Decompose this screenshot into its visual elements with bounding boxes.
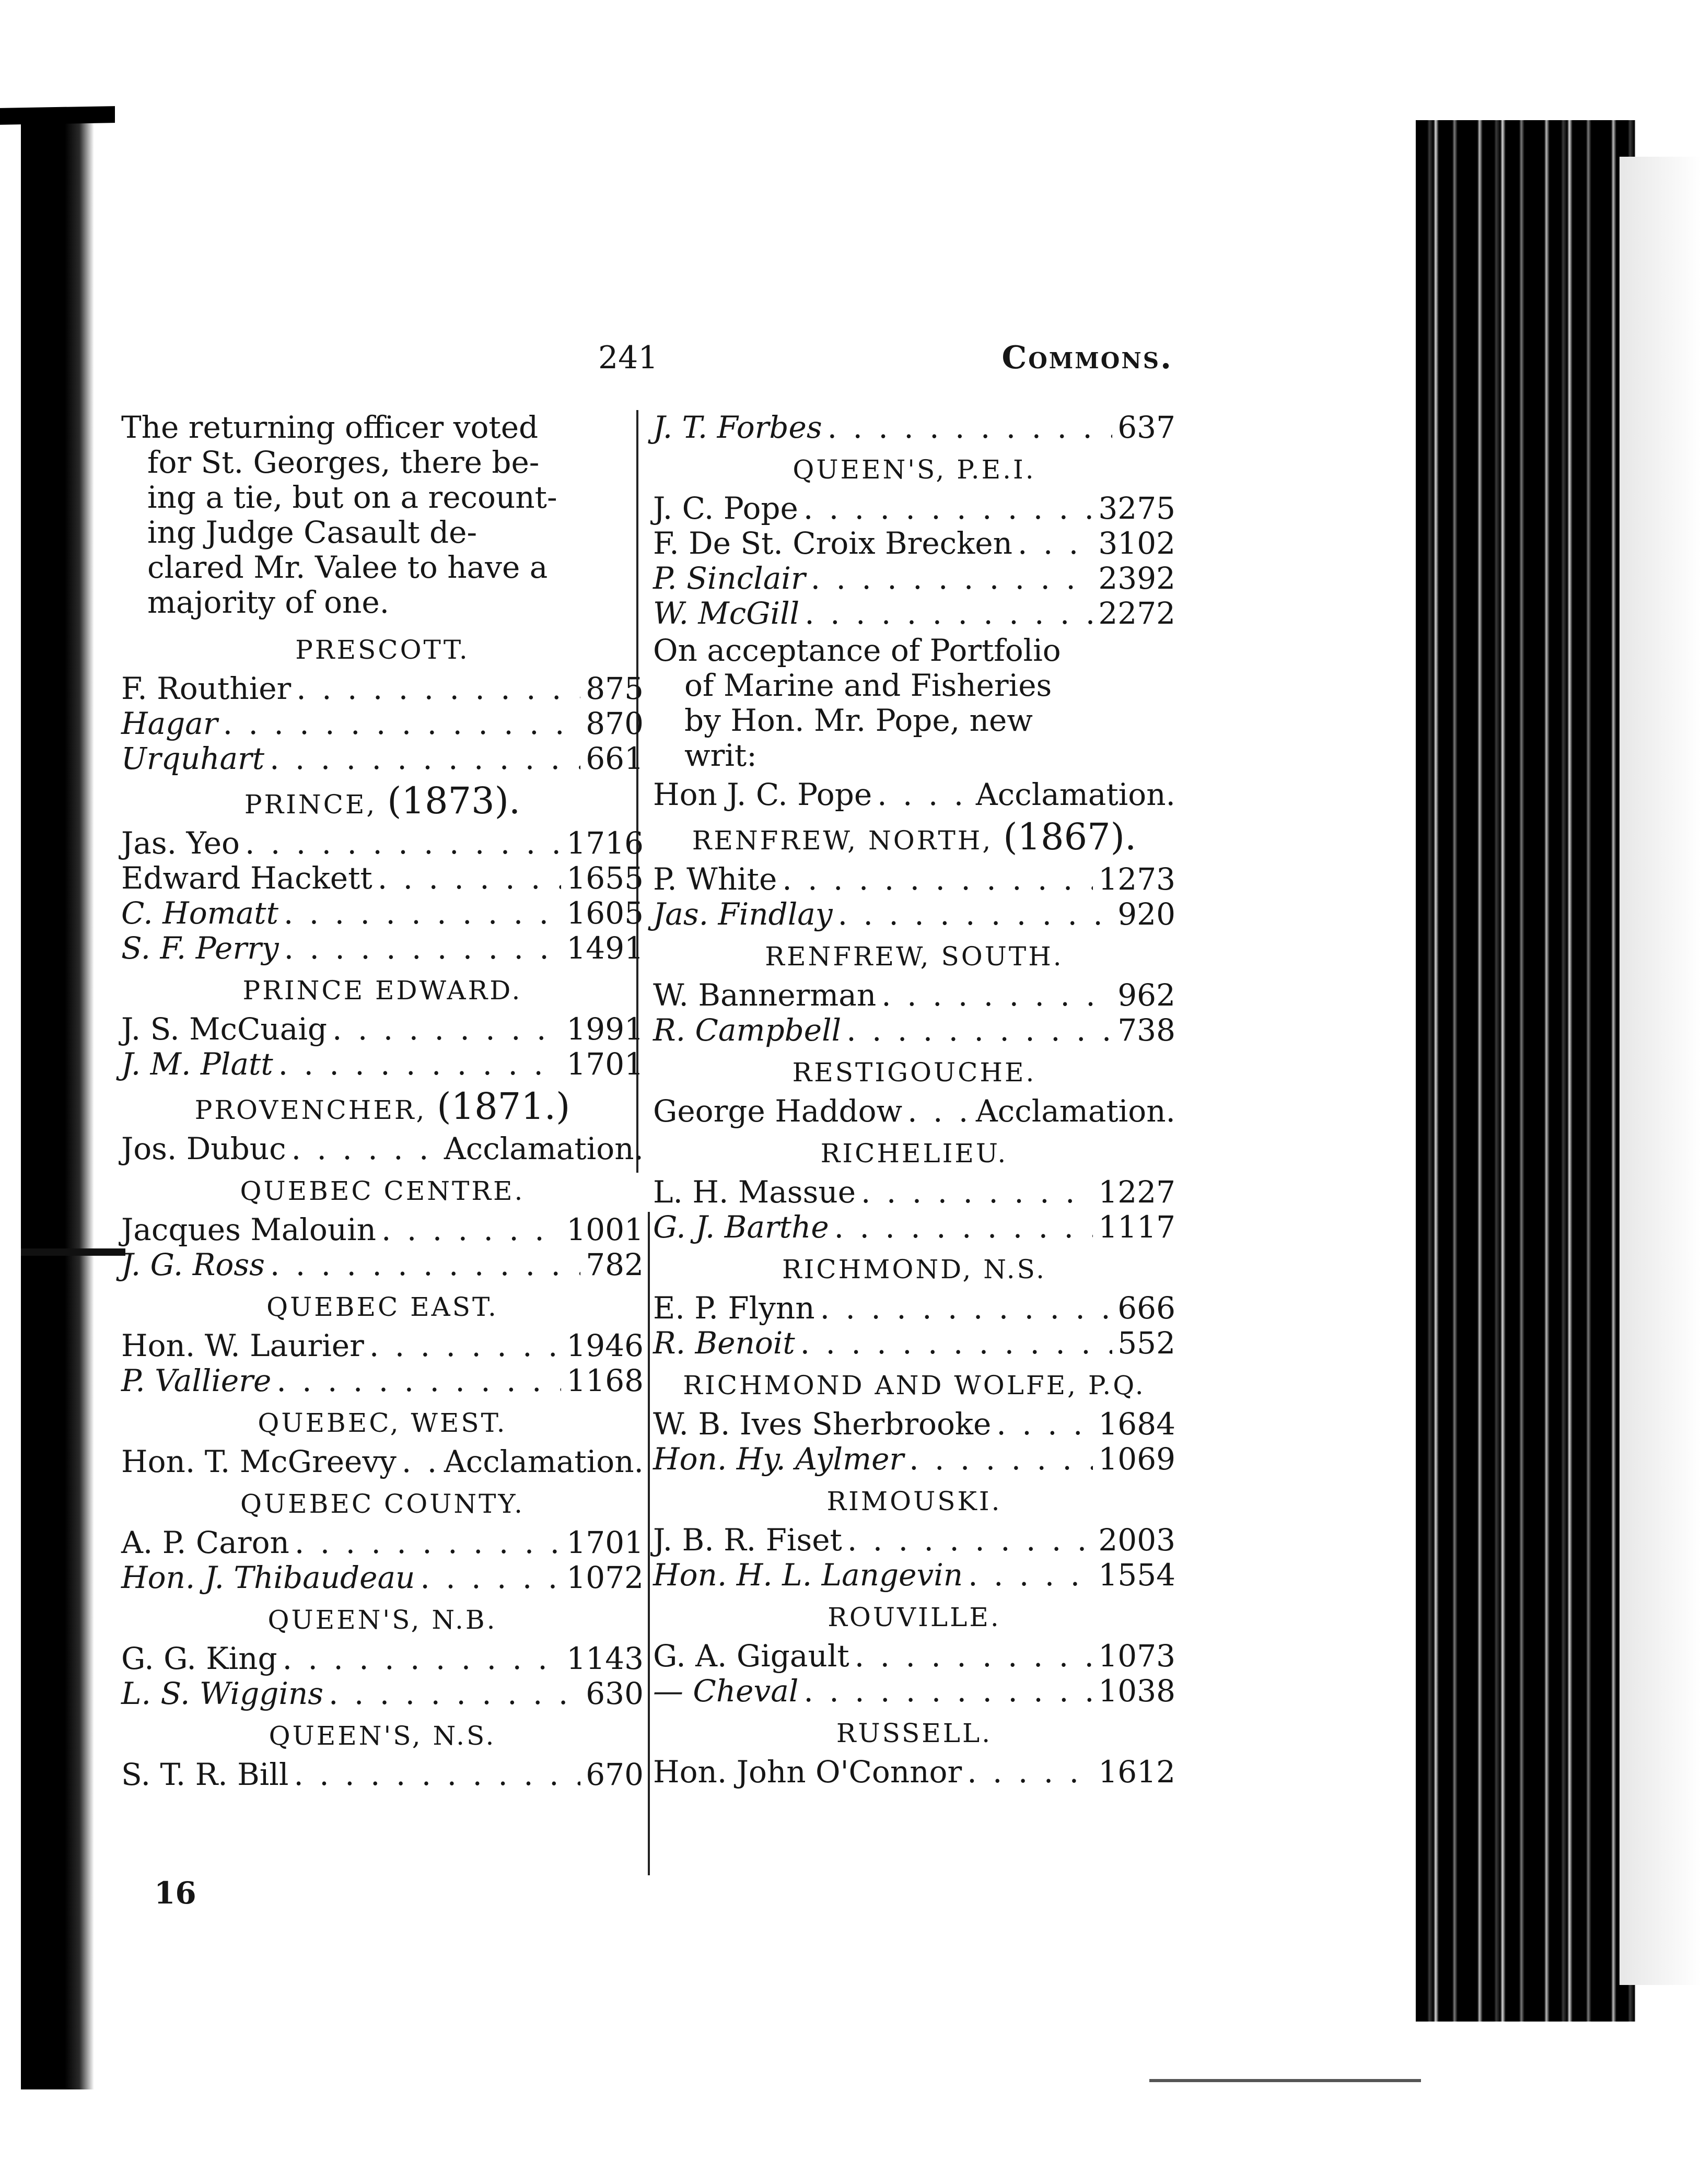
dot-leader: [329, 1676, 580, 1711]
dot-leader: [996, 1407, 1093, 1442]
dot-leader: [284, 931, 562, 966]
result-row: [653, 1175, 1175, 1210]
note-line: ing a tie, but on a recount-: [147, 480, 557, 515]
riding-section: [653, 1368, 1175, 1477]
result-row: [653, 1558, 1175, 1593]
dot-leader: [782, 862, 1093, 897]
result-row: [121, 706, 644, 741]
riding-name: RICHMOND AND WOLFE, P.Q.: [683, 1370, 1146, 1400]
riding-section: [653, 1600, 1175, 1709]
result-row: [653, 1094, 1175, 1129]
result-row: [653, 1407, 1175, 1442]
dot-leader: [820, 1291, 1113, 1326]
riding-name: RICHMOND, N.S.: [782, 1254, 1047, 1284]
dot-leader: [294, 1757, 580, 1792]
vote-count: 3275: [1098, 490, 1175, 526]
candidate-name: — Cheval: [653, 1673, 799, 1709]
note-line: The returning officer voted: [121, 410, 539, 445]
result-row: [121, 741, 644, 776]
vote-count: Acclamation.: [444, 1444, 644, 1479]
dot-leader: [881, 978, 1112, 1013]
riding-section: [121, 1487, 644, 1595]
result-row: [653, 596, 1175, 631]
candidate-name: C. Homatt: [121, 895, 278, 931]
candidate-name: Hon. J. Thibaudeau: [121, 1560, 415, 1595]
result-row: [653, 1326, 1175, 1361]
vote-count: 630: [586, 1676, 644, 1711]
dot-leader: [1018, 526, 1093, 561]
riding-section: [653, 1252, 1175, 1361]
vote-count: 1273: [1098, 861, 1175, 897]
note-line: of Marine and Fisheries: [684, 668, 1052, 703]
riding-section: [653, 939, 1175, 1048]
vote-count: 1069: [1098, 1441, 1175, 1477]
dot-leader: [967, 1755, 1093, 1790]
result-row: [121, 1328, 644, 1363]
vote-count: 1655: [566, 860, 644, 896]
candidate-name: J. B. R. Fiset: [653, 1522, 842, 1558]
vote-count: 782: [586, 1247, 644, 1282]
result-row: [121, 861, 644, 896]
vote-count: 962: [1117, 977, 1175, 1013]
riding-section: [653, 1484, 1175, 1593]
riding-name: QUEEN'S, N.B.: [267, 1605, 497, 1635]
candidate-name: Hon J. C. Pope: [653, 777, 872, 812]
riding-heading: [121, 1603, 644, 1637]
note-line: clared Mr. Valee to have a: [147, 550, 548, 585]
riding-name: ROUVILLE.: [828, 1602, 1001, 1632]
candidate-name: R. Benoit: [653, 1325, 795, 1361]
riding-heading: [121, 1174, 644, 1208]
riding-heading: [653, 1716, 1175, 1750]
dot-leader: [838, 897, 1113, 932]
riding-section: [121, 1085, 644, 1166]
signature-mark: 16: [154, 1875, 196, 1911]
result-row: [121, 1247, 644, 1282]
riding-heading: [121, 1085, 644, 1128]
dot-leader: [369, 1328, 562, 1363]
result-row: [653, 1013, 1175, 1048]
right-column: [653, 410, 1175, 1790]
vote-count: 1227: [1098, 1174, 1175, 1210]
candidate-name: P. Valliere: [121, 1363, 272, 1398]
election-year: (1873).: [387, 779, 521, 822]
dot-leader: [223, 706, 581, 741]
result-row: [653, 1755, 1175, 1790]
riding-section: [121, 1290, 644, 1398]
candidate-name: E. P. Flynn: [653, 1290, 815, 1326]
result-row: [121, 1560, 644, 1595]
vote-count: 661: [586, 741, 644, 776]
note-line: writ:: [684, 738, 757, 773]
page-header: [598, 340, 1173, 387]
riding-heading: [653, 1368, 1175, 1403]
vote-count: 1716: [566, 825, 644, 861]
vote-count: 870: [586, 706, 644, 741]
candidate-name: W. McGill: [653, 595, 800, 631]
result-row: [653, 978, 1175, 1013]
candidate-name: Jos. Dubuc: [121, 1131, 286, 1166]
vote-count: 1554: [1098, 1557, 1175, 1593]
riding-heading: [121, 1290, 644, 1324]
riding-name: QUEBEC, WEST.: [258, 1408, 507, 1438]
riding-section: [121, 1719, 644, 1792]
vote-count: 1684: [1098, 1406, 1175, 1442]
candidate-name: G. G. King: [121, 1641, 277, 1676]
candidate-name: S. T. R. Bill: [121, 1757, 289, 1792]
result-row: [121, 1363, 644, 1398]
candidate-name: J. C. Pope: [653, 490, 798, 526]
candidate-name: J. S. McCuaig: [121, 1011, 328, 1047]
dot-leader: [283, 1641, 562, 1676]
result-row: [653, 1442, 1175, 1477]
dot-leader: [381, 1212, 561, 1247]
riding-heading: [653, 1252, 1175, 1287]
candidate-name: Hon. W. Laurier: [121, 1328, 364, 1363]
dot-leader: [847, 1523, 1093, 1558]
column-rule: [648, 1212, 650, 1875]
note-line: On acceptance of Portfolio: [653, 633, 1061, 668]
riding-section: [653, 1055, 1175, 1129]
result-row: [121, 671, 644, 706]
result-row: [121, 1047, 644, 1082]
riding-section: [653, 452, 1175, 812]
dot-leader: [276, 1363, 561, 1398]
dot-leader: [402, 1444, 439, 1479]
vote-count: 1946: [566, 1328, 644, 1363]
riding-name: RICHELIEU.: [820, 1138, 1008, 1169]
result-row: [121, 1444, 644, 1479]
vote-count: 1001: [566, 1212, 644, 1247]
vote-count: 2392: [1098, 560, 1175, 596]
riding-note: [653, 633, 1175, 773]
note-line: majority of one.: [147, 585, 390, 620]
vote-count: Acclamation.: [975, 1093, 1175, 1129]
riding-heading: [653, 939, 1175, 974]
candidate-name: L. S. Wiggins: [121, 1676, 323, 1711]
vote-count: 1038: [1098, 1673, 1175, 1709]
candidate-name: Jas. Findlay: [653, 896, 833, 932]
riding-section: [121, 633, 644, 776]
riding-name: RESTIGOUCHE.: [792, 1057, 1036, 1088]
candidate-name: George Haddow: [653, 1093, 903, 1129]
vote-count: 875: [586, 671, 644, 706]
riding-name: RIMOUSKI.: [826, 1486, 1002, 1516]
dot-leader: [296, 671, 580, 706]
right-sections: [653, 452, 1175, 1790]
riding-section: [121, 1603, 644, 1711]
vote-count: 670: [586, 1757, 644, 1792]
result-row: [121, 826, 644, 861]
riding-name: QUEBEC EAST.: [266, 1292, 498, 1322]
candidate-name: F. De St. Croix Brecken: [653, 525, 1012, 561]
election-year: (1867).: [1003, 815, 1137, 858]
page-number: 241: [598, 340, 658, 376]
dot-leader: [811, 561, 1093, 596]
returning-officer-note: [121, 410, 644, 620]
result-row: [121, 931, 644, 966]
vote-count: 920: [1117, 896, 1175, 932]
candidate-name: S. F. Perry: [121, 930, 279, 966]
vote-count: 1701: [566, 1525, 644, 1560]
left-sections: [121, 633, 644, 1792]
candidate-name: Hon. Hy. Aylmer: [653, 1441, 904, 1477]
riding-heading: [121, 1487, 644, 1521]
candidate-name: W. B. Ives Sherbrooke: [653, 1406, 992, 1442]
candidate-name: Hon. John O'Connor: [653, 1754, 962, 1790]
dot-leader: [292, 1131, 439, 1166]
dot-leader: [828, 410, 1113, 445]
right-continuation: [653, 410, 1175, 445]
vote-count: 1168: [566, 1363, 644, 1398]
candidate-name: Urquhart: [121, 741, 265, 776]
vote-count: 3102: [1098, 525, 1175, 561]
candidate-name: G. A. Gigault: [653, 1638, 849, 1674]
result-row: [653, 897, 1175, 932]
riding-section: [653, 1716, 1175, 1790]
riding-heading: [653, 1484, 1175, 1519]
riding-name: QUEEN'S, P.E.I.: [793, 454, 1036, 485]
riding-name: RENFREW, NORTH,: [692, 825, 993, 856]
election-year: (1871.): [437, 1085, 570, 1128]
dot-leader: [803, 491, 1093, 526]
riding-section: [121, 1174, 644, 1282]
candidate-name: Hon. T. McGreevy: [121, 1444, 397, 1479]
candidate-name: Jacques Malouin: [121, 1212, 377, 1247]
result-row: [653, 1523, 1175, 1558]
result-row: [121, 1212, 644, 1247]
note-line: by Hon. Mr. Pope, new: [684, 703, 1033, 738]
riding-name: PRINCE EDWARD.: [242, 975, 522, 1006]
riding-heading: [653, 1055, 1175, 1090]
riding-section: [121, 1406, 644, 1479]
dot-leader: [861, 1175, 1093, 1210]
running-head: Commons.: [1001, 340, 1173, 376]
riding-heading: [121, 1719, 644, 1753]
riding-name: QUEBEC COUNTY.: [240, 1489, 525, 1519]
result-row: [653, 1291, 1175, 1326]
result-row: [121, 1525, 644, 1560]
dot-leader: [378, 861, 562, 896]
vote-count: 637: [1117, 410, 1175, 445]
candidate-name: P. White: [653, 861, 777, 897]
riding-heading: [653, 815, 1175, 858]
candidate-name: A. P. Caron: [121, 1525, 289, 1560]
note-line: for St. Georges, there be-: [147, 445, 540, 480]
result-row: [653, 777, 1175, 812]
candidate-name: L. H. Massue: [653, 1174, 856, 1210]
candidate-name: P. Sinclair: [653, 560, 806, 596]
result-row: [121, 1757, 644, 1792]
dot-leader: [278, 1047, 562, 1082]
dot-leader: [245, 826, 561, 861]
dot-leader: [270, 741, 580, 776]
dot-leader: [284, 896, 562, 931]
result-row: [653, 410, 1175, 445]
riding-name: PRESCOTT.: [295, 635, 470, 665]
result-row: [121, 1641, 644, 1676]
dot-leader: [909, 1442, 1093, 1477]
vote-count: 1991: [566, 1011, 644, 1047]
vote-count: 666: [1117, 1290, 1175, 1326]
riding-heading: [121, 633, 644, 667]
vote-count: Acclamation.: [444, 1131, 644, 1166]
dot-leader: [877, 777, 971, 812]
result-row: [653, 491, 1175, 526]
left-column: [121, 410, 644, 1792]
result-row: [121, 1131, 644, 1166]
vote-count: 1073: [1098, 1638, 1175, 1674]
riding-section: [653, 815, 1175, 932]
riding-section: [653, 1136, 1175, 1245]
dot-leader: [270, 1247, 580, 1282]
dot-leader: [420, 1560, 561, 1595]
dot-leader: [907, 1094, 971, 1129]
dot-leader: [803, 1674, 1093, 1709]
vote-count: 1612: [1098, 1754, 1175, 1790]
note-line: ing Judge Casault de-: [147, 515, 477, 550]
riding-name: RENFREW, SOUTH.: [765, 941, 1064, 972]
riding-heading: [653, 1136, 1175, 1171]
vote-count: 1701: [566, 1046, 644, 1082]
riding-name: PROVENCHER,: [194, 1095, 427, 1125]
vote-count: Acclamation.: [975, 777, 1175, 812]
dot-leader: [834, 1210, 1093, 1245]
riding-name: PRINCE,: [244, 789, 377, 820]
candidate-name: Edward Hackett: [121, 860, 372, 896]
vote-count: 2003: [1098, 1522, 1175, 1558]
riding-heading: [121, 779, 644, 822]
candidate-name: J. M. Platt: [121, 1046, 273, 1082]
dot-leader: [846, 1013, 1112, 1048]
result-row: [653, 1210, 1175, 1245]
riding-heading: [653, 452, 1175, 487]
result-row: [121, 1012, 644, 1047]
result-row: [121, 1676, 644, 1711]
riding-heading: [121, 1406, 644, 1440]
vote-count: 1605: [566, 895, 644, 931]
riding-name: RUSSELL.: [836, 1718, 993, 1748]
dot-leader: [968, 1558, 1093, 1593]
vote-count: 2272: [1098, 595, 1175, 631]
riding-name: QUEBEC CENTRE.: [240, 1176, 525, 1206]
vote-count: 1072: [566, 1560, 644, 1595]
candidate-name: Hon. H. L. Langevin: [653, 1557, 963, 1593]
dot-leader: [805, 596, 1093, 631]
result-row: [653, 526, 1175, 561]
result-row: [653, 1639, 1175, 1674]
dot-leader: [800, 1326, 1113, 1361]
candidate-name: R. Campbell: [653, 1012, 842, 1048]
dot-leader: [332, 1012, 561, 1047]
candidate-name: J. G. Ross: [121, 1247, 265, 1282]
result-row: [121, 896, 644, 931]
vote-count: 1143: [566, 1641, 644, 1676]
result-row: [653, 561, 1175, 596]
candidate-name: Hagar: [121, 706, 218, 741]
riding-name: QUEEN'S, N.S.: [269, 1721, 496, 1751]
dot-leader: [295, 1525, 562, 1560]
candidate-name: J. T. Forbes: [653, 410, 822, 445]
riding-heading: [653, 1600, 1175, 1634]
riding-section: [121, 973, 644, 1082]
result-row: [653, 1674, 1175, 1709]
candidate-name: F. Routhier: [121, 671, 292, 706]
vote-count: 1491: [566, 930, 644, 966]
candidate-name: Jas. Yeo: [121, 825, 240, 861]
riding-heading: [121, 973, 644, 1008]
vote-count: 1117: [1098, 1209, 1175, 1245]
vote-count: 552: [1117, 1325, 1175, 1361]
dot-leader: [855, 1639, 1093, 1674]
vote-count: 738: [1117, 1012, 1175, 1048]
candidate-name: G. J. Barthe: [653, 1209, 829, 1245]
result-row: [653, 862, 1175, 897]
candidate-name: W. Bannerman: [653, 977, 877, 1013]
riding-section: [121, 779, 644, 966]
